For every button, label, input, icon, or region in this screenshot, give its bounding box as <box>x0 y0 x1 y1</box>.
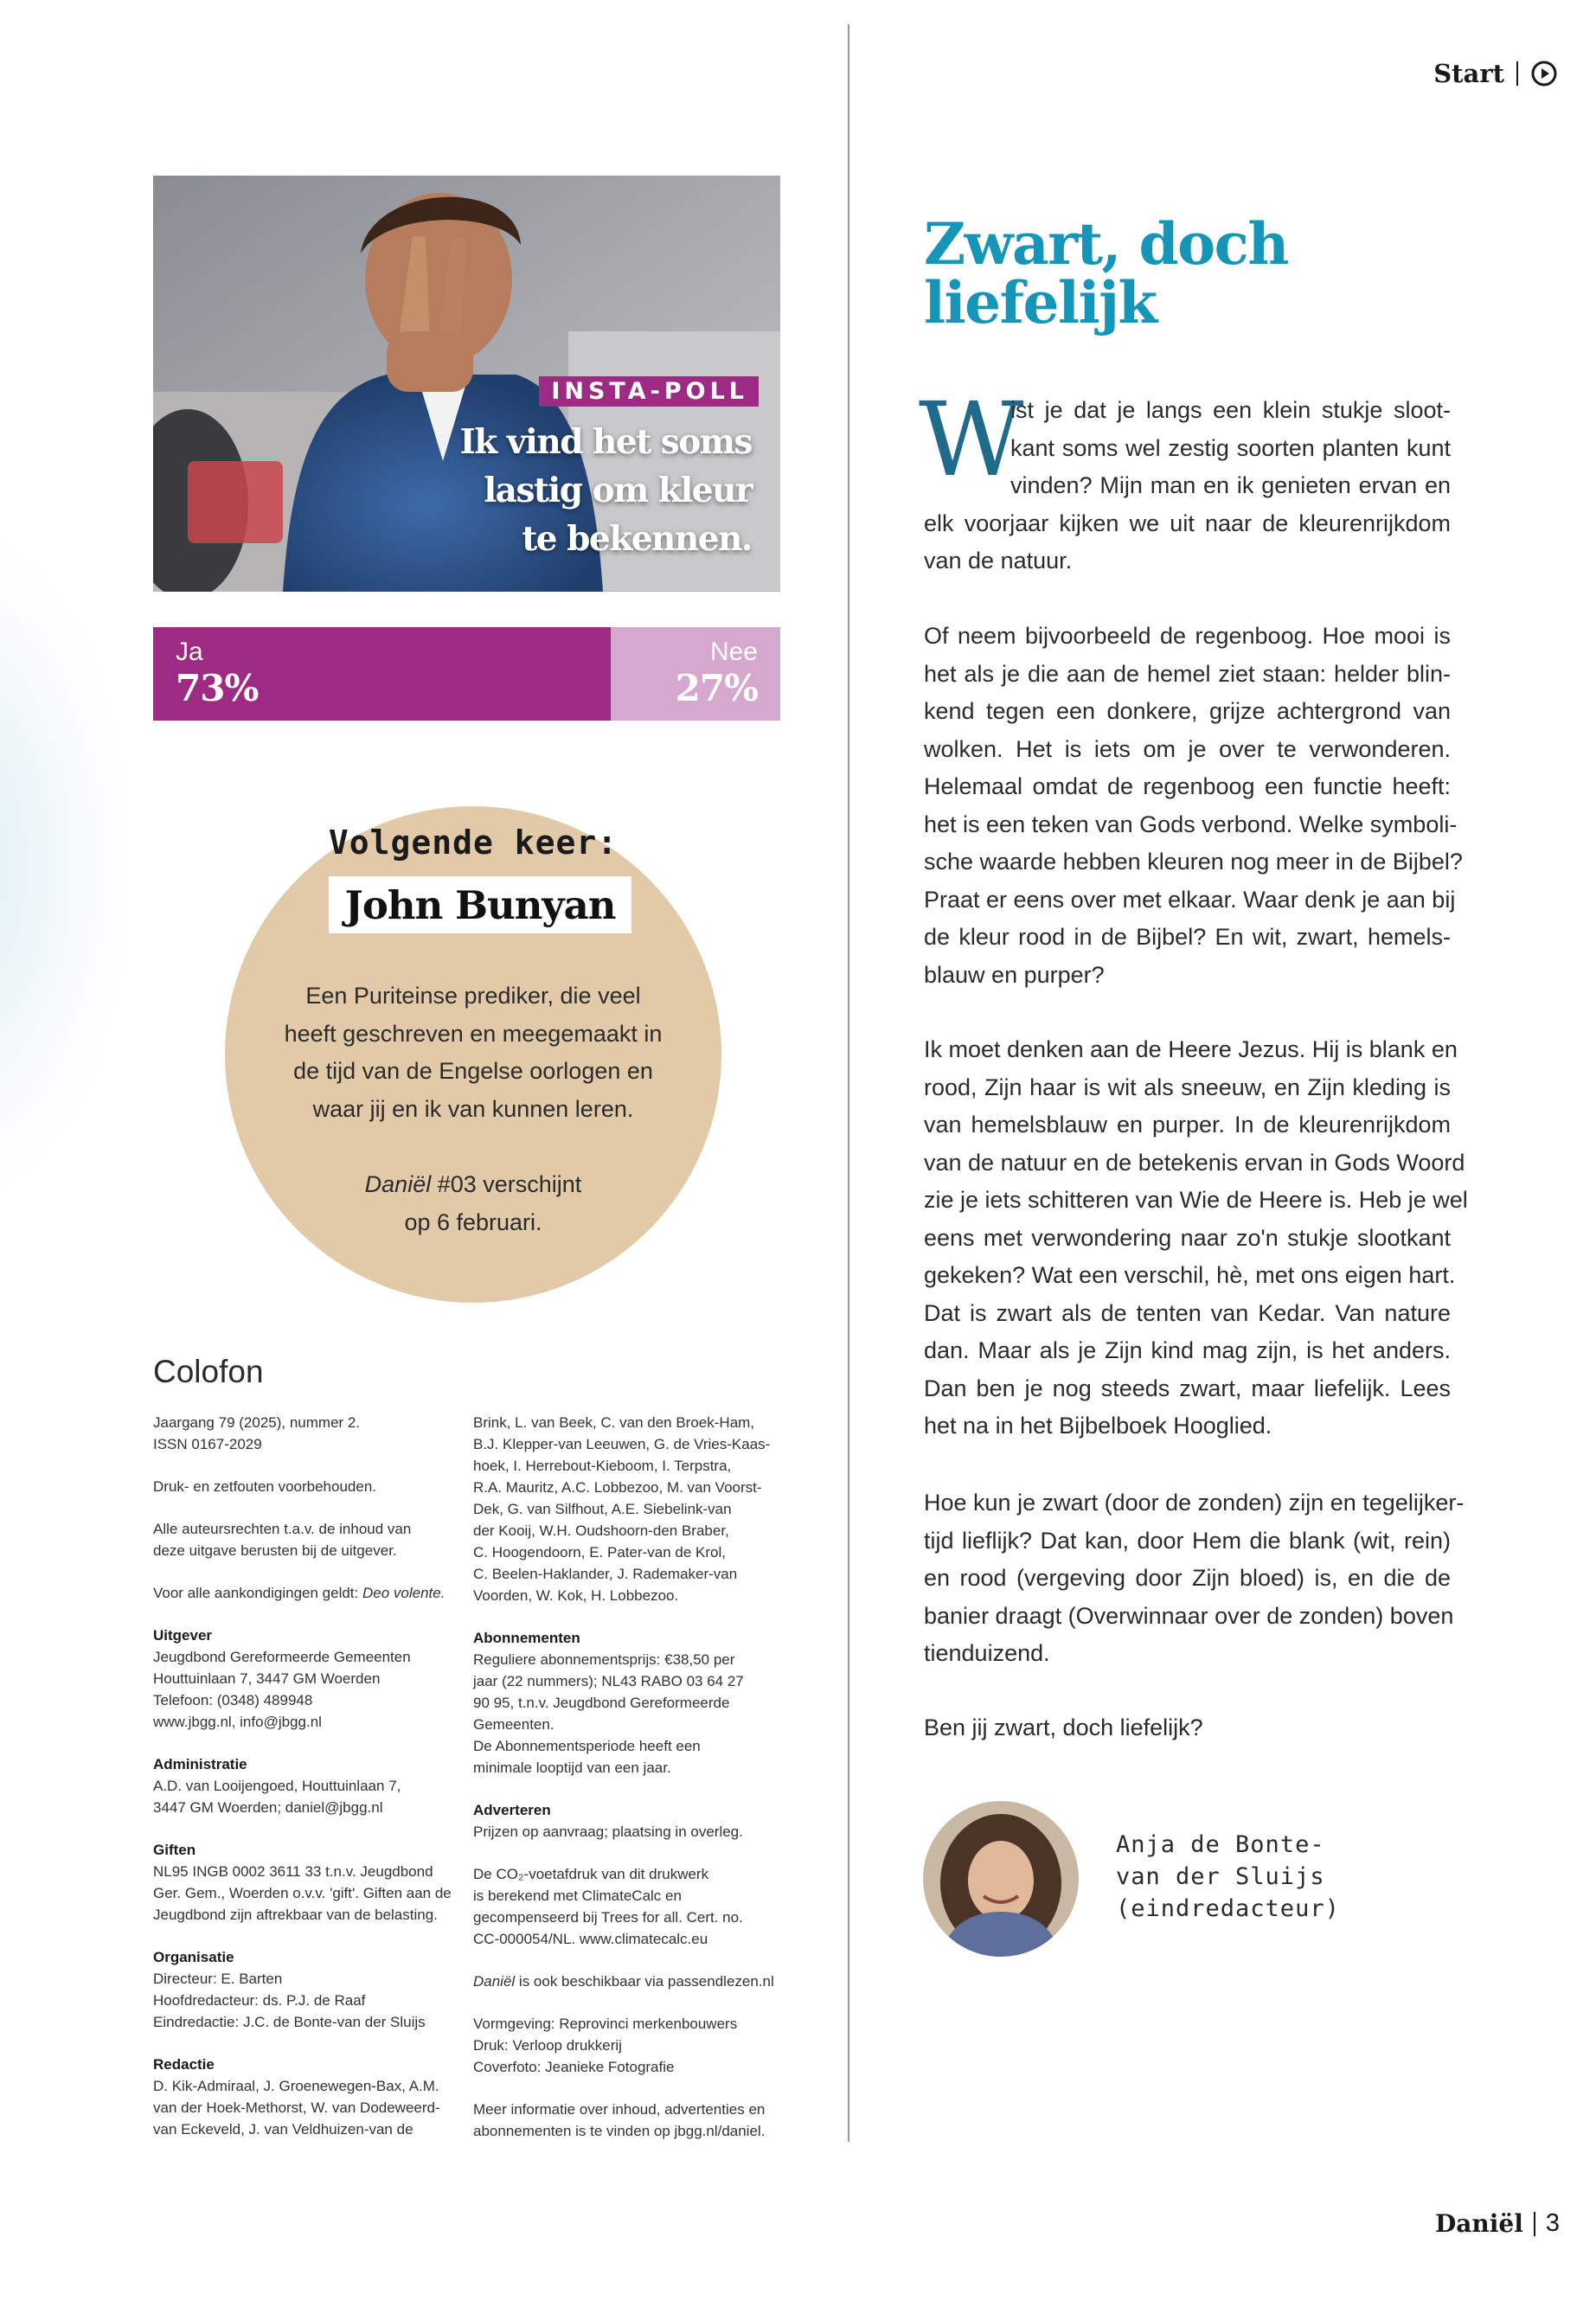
article-line: wolken. Het is iets om je over te verwonderen. <box>924 735 1451 762</box>
colofon-block <box>153 1839 460 1926</box>
article-line: rood, Zijn haar is wit als sneeuw, en Zijn kleding is <box>924 1074 1451 1100</box>
colofon-text: Directeur: E. Barten <box>153 1971 283 1987</box>
colofon-block <box>153 1412 460 1455</box>
colofon-line <box>153 2097 460 2118</box>
poll-no-segment <box>611 627 780 721</box>
next-issue-name: John Bunyan <box>344 881 616 928</box>
article-title <box>924 210 1460 336</box>
column-divider <box>848 24 849 2142</box>
colofon-text: De Abonnementsperiode heeft een <box>473 1738 701 1754</box>
colofon-block <box>153 1582 460 1604</box>
article-line: zie je iets schitteren van Wie de Heere is. Heb je wel <box>924 1187 1468 1213</box>
colofon-line <box>473 1885 780 1907</box>
article-line: dan. Maar als je Zijn kind mag zijn, is het anders. <box>924 1337 1451 1363</box>
colofon-text: Telefoon: (0348) 489948 <box>153 1692 313 1708</box>
article-line: het als je die aan de hemel ziet staan: helder blin- <box>924 660 1451 687</box>
play-circle-icon[interactable] <box>1530 60 1558 87</box>
date-line: op 6 februari. <box>404 1208 542 1235</box>
description-line: de tijd van de Engelse oorlogen en <box>293 1058 653 1084</box>
colofon-text: deze uitgave berusten bij de uitgever. <box>153 1542 397 1559</box>
colofon-line <box>153 1775 460 1797</box>
colofon-text: Brink, L. van Beek, C. van den Broek-Ham, <box>473 1414 755 1431</box>
colofon-text: B.J. Klepper-van Leeuwen, G. de Vries-Kaas- <box>473 1436 771 1452</box>
colofon-text: R.A. Mauritz, A.C. Lobbezoo, M. van Voorst- <box>473 1479 762 1496</box>
colofon-block <box>473 2013 780 2078</box>
colofon-heading: Administratie <box>153 1756 247 1772</box>
poll-no-percentage: 27% <box>675 667 758 709</box>
article-title-line: liefelijk <box>924 269 1157 336</box>
poll-no-label: Nee <box>709 638 758 666</box>
magazine-title: Daniël <box>1434 2209 1523 2238</box>
description-line: Een Puriteinse prediker, die veel <box>305 983 641 1009</box>
colofon-text: Voor alle aankondigingen geldt: <box>153 1585 362 1601</box>
description-line: heeft geschreven en meegemaakt in <box>284 1020 663 1047</box>
colofon-italic: Deo volente. <box>362 1585 445 1601</box>
author-name <box>1116 1829 1340 1925</box>
colofon-text: der Kooij, W.H. Oudshoorn-den Braber, <box>473 1522 729 1539</box>
colofon-text: Prijzen op aanvraag; plaatsing in overleg. <box>473 1823 743 1840</box>
colofon-line <box>153 1990 460 2011</box>
article-line: kend tegen een donkere, grijze achtergrond van <box>924 698 1451 724</box>
colofon-text: Meer informatie over inhoud, advertenties en <box>473 2101 766 2118</box>
colofon-text: Houttuinlaan 7, 3447 GM Woerden <box>153 1670 381 1687</box>
colofon-text: 3447 GM Woerden; daniel@jbgg.nl <box>153 1799 383 1816</box>
colofon-italic: Daniël <box>473 1973 516 1990</box>
colofon-line <box>473 1477 780 1498</box>
colofon-heading: Adverteren <box>473 1802 551 1818</box>
article-line: Dat is zwart als de tenten van Kedar. Van nature <box>924 1299 1451 1326</box>
colofon-block <box>153 1946 460 2033</box>
colofon-line <box>473 1541 780 1563</box>
colofon-text: hoek, I. Herrebout-Kieboom, I. Terpstra, <box>473 1458 732 1474</box>
article-paragraph <box>924 1709 1451 1747</box>
article-line: gekeken? Wat een verschil, hè, met ons eigen hart. <box>924 1262 1456 1288</box>
article-paragraph <box>924 1031 1468 1445</box>
colofon-text: Jeugdbond zijn aftrekbaar van de belasting. <box>153 1907 438 1923</box>
colofon-line <box>153 2075 460 2097</box>
colofon-text: van Eckeveld, J. van Veldhuizen-van de <box>153 2121 413 2138</box>
colofon-block <box>473 1799 780 1843</box>
colofon-line <box>153 1861 460 1882</box>
colofon-block <box>153 2054 460 2140</box>
colofon-block <box>473 1863 780 1950</box>
colofon-text: jaar (22 nummers); NL43 RABO 03 64 27 <box>473 1673 744 1689</box>
page-number: 3 <box>1545 2209 1560 2237</box>
colofon-text: Reguliere abonnementsprijs: €38,50 per <box>473 1651 735 1668</box>
article-line: elk voorjaar kijken we uit naar de kleurenrijkdom <box>924 510 1451 536</box>
colofon-text: Eindredactie: J.C. de Bonte-van der Sluijs <box>153 2014 426 2030</box>
article-paragraph <box>924 1484 1465 1673</box>
colofon-line <box>153 1968 460 1990</box>
colofon-text: gecompenseerd bij Trees for all. Cert. no. <box>473 1909 743 1926</box>
colofon-text: CC-000054/NL. www.climatecalc.eu <box>473 1931 708 1947</box>
article-line: Of neem bijvoorbeeld de regenboog. Hoe mooi is <box>924 623 1451 649</box>
colofon-line <box>473 1821 780 1843</box>
colofon-line <box>473 1863 780 1885</box>
author-portrait <box>923 1801 1079 1957</box>
article-paragraph <box>924 618 1463 994</box>
colofon-heading: Redactie <box>153 2056 215 2073</box>
colofon-right-column <box>473 1412 780 2163</box>
colofon-left-column <box>153 1412 460 2161</box>
colofon-line <box>153 1582 460 1604</box>
colofon-text: Hoofdredacteur: ds. P.J. de Raaf <box>153 1992 366 2009</box>
date-line-rest: #03 verschijnt <box>431 1171 582 1197</box>
article-line: eens met verwondering naar zo'n stukje slootkant <box>924 1224 1451 1251</box>
colofon-block <box>473 1412 780 1606</box>
colofon-line <box>153 1518 460 1540</box>
colofon-line <box>473 2056 780 2078</box>
colofon-text: Vormgeving: Reprovinci merkenbouwers <box>473 2016 738 2032</box>
colofon-text: D. Kik-Admiraal, J. Groenewegen-Bax, A.M. <box>153 2078 439 2094</box>
colofon-text: van der Hoek-Methorst, W. van Dodeweerd- <box>153 2099 440 2116</box>
colofon-text: Alle auteursrechten t.a.v. de inhoud van <box>153 1521 412 1537</box>
colofon-text: Dek, G. van Silfhout, A.E. Siebelink-van <box>473 1501 732 1517</box>
article-line: het is een teken van Gods verbond. Welke symboli- <box>924 811 1458 837</box>
colofon-text: C. Hoogendoorn, E. Pater-van de Krol, <box>473 1544 726 1561</box>
poll-result-bar <box>153 627 780 721</box>
next-issue-name-box <box>329 876 631 933</box>
colofon-line <box>473 1455 780 1477</box>
colofon-text: NL95 INGB 0002 3611 33 t.n.v. Jeugdbond <box>153 1863 433 1880</box>
poll-question-line: lastig om kleur <box>484 471 752 510</box>
colofon-line <box>473 2099 780 2120</box>
poll-question <box>388 418 752 563</box>
article-line: Dan ben je nog steeds zwart, maar liefelijk. Lees <box>924 1375 1451 1401</box>
description-line: waar jij en ik van kunnen leren. <box>312 1095 634 1122</box>
colofon-line <box>153 1904 460 1926</box>
colofon-line <box>153 1711 460 1733</box>
article-paragraph <box>924 392 1451 580</box>
colofon-line <box>473 1692 780 1714</box>
article-line: en rood (vergeving door Zijn bloed) is, en die de <box>924 1565 1451 1591</box>
colofon-line <box>153 2011 460 2033</box>
colofon-line <box>153 1797 460 1818</box>
start-nav[interactable] <box>1433 59 1558 88</box>
colofon-line <box>473 1714 780 1735</box>
date-line <box>285 1166 661 1204</box>
article-line: tienduizend. <box>924 1640 1050 1666</box>
colofon-block <box>473 1971 780 1992</box>
next-issue-description <box>268 977 678 1128</box>
start-label: Start <box>1433 59 1504 88</box>
colofon-block <box>473 2099 780 2142</box>
colofon-line <box>153 1433 460 1455</box>
colofon-text: ISSN 0167-2029 <box>153 1436 262 1452</box>
colofon-line <box>473 1735 780 1757</box>
colofon-line <box>153 1540 460 1561</box>
colofon-text: www.jbgg.nl, info@jbgg.nl <box>153 1714 322 1730</box>
colofon-text: Druk: Verloop drukkerij <box>473 2037 622 2054</box>
colofon-block <box>153 1476 460 1497</box>
author-photo <box>923 1801 1079 1957</box>
colofon-heading: Abonnementen <box>473 1630 580 1646</box>
colofon-line <box>473 2013 780 2035</box>
article-line: Hoe kun je zwart (door de zonden) zijn en tegelijker- <box>924 1490 1465 1516</box>
colofon-line <box>473 2035 780 2056</box>
colofon-line <box>473 1907 780 1928</box>
article-line: ist je dat je langs een klein stukje sloot- <box>1010 397 1451 423</box>
colofon-heading: Uitgever <box>153 1627 213 1644</box>
colofon-line <box>153 1476 460 1497</box>
poll-yes-percentage: 73% <box>176 667 259 709</box>
article-line: banier draagt (Overwinnaar over de zonden) boven <box>924 1602 1454 1629</box>
colofon-line <box>153 1689 460 1711</box>
colofon-text: A.D. van Looijengoed, Houttuinlaan 7, <box>153 1778 401 1794</box>
colofon-line <box>153 2118 460 2140</box>
author-name-line: (eindredacteur) <box>1116 1895 1340 1922</box>
article-line: van hemelsblauw en purper. In de kleurenrijkdom <box>924 1112 1451 1138</box>
colofon-block <box>153 1625 460 1733</box>
colofon-heading: Organisatie <box>153 1949 234 1965</box>
colofon-text: Voorden, W. Kok, H. Lobbezoo. <box>473 1587 679 1604</box>
colofon-heading: Giften <box>153 1842 196 1858</box>
colofon-line <box>473 1563 780 1585</box>
colofon-title: Colofon <box>153 1354 264 1389</box>
watercolor-wash <box>0 536 121 1194</box>
colofon-line <box>473 1433 780 1455</box>
article-line: Helemaal omdat de regenboog een functie heeft: <box>924 773 1451 799</box>
colofon-line <box>153 1668 460 1689</box>
colofon-text: is ook beschikbaar via passendlezen.nl <box>515 1973 774 1990</box>
colofon-text: Druk- en zetfouten voorbehouden. <box>153 1478 377 1495</box>
colofon-text: Gemeenten. <box>473 1716 554 1733</box>
colofon-line <box>473 1757 780 1779</box>
colofon-line <box>473 1520 780 1541</box>
footer-separator <box>1534 2212 1535 2236</box>
colofon-text: De CO₂-voetafdruk van dit drukwerk <box>473 1866 709 1882</box>
colofon-line <box>473 2120 780 2142</box>
next-issue-date <box>285 1166 661 1241</box>
nav-separator <box>1516 61 1518 86</box>
magazine-name-italic: Daniël <box>364 1171 432 1197</box>
author-name-line: Anja de Bonte- <box>1116 1831 1325 1858</box>
article-line: van de natuur. <box>924 548 1073 574</box>
colofon-text: abonnementen is te vinden op jbgg.nl/daniel. <box>473 2123 766 2139</box>
insta-poll-tag: INSTA-POLL <box>539 376 759 407</box>
poll-yes-label: Ja <box>176 638 203 666</box>
article-line: sche waarde hebben kleuren nog meer in de Bijbel? <box>924 849 1463 875</box>
article-line: Praat er eens over met elkaar. Waar denk je aan bij <box>924 886 1456 913</box>
colofon-line <box>473 1412 780 1433</box>
page-footer <box>1435 2209 1560 2238</box>
colofon-block <box>153 1753 460 1818</box>
colofon-line <box>473 1649 780 1670</box>
colofon-line <box>473 1498 780 1520</box>
colofon-line <box>153 1882 460 1904</box>
article-line: vinden? Mijn man en ik genieten ervan en <box>1010 472 1451 498</box>
article-line: de kleur rood in de Bijbel? En wit, zwart, hemels- <box>924 924 1451 950</box>
colofon-text: Jeugdbond Gereformeerde Gemeenten <box>153 1649 411 1665</box>
article-line: blauw en purper? <box>924 961 1105 988</box>
poll-photo <box>153 176 780 592</box>
colofon-line <box>153 1646 460 1668</box>
article-title-line: Zwart, doch <box>924 210 1288 278</box>
colofon-text: 90 95, t.n.v. Jeugdbond Gereformeerde <box>473 1695 730 1711</box>
colofon-text: Jaargang 79 (2025), nummer 2. <box>153 1414 361 1431</box>
colofon-block <box>473 1627 780 1779</box>
article-line: tijd lieflijk? Dat kan, door Hem die blank (wit, rein) <box>924 1527 1451 1554</box>
author-name-line: van der Sluijs <box>1116 1863 1325 1890</box>
colofon-text: Ger. Gem., Woerden o.v.v. 'gift'. Giften aan de <box>153 1885 452 1901</box>
poll-question-line: Ik vind het soms <box>459 422 752 462</box>
colofon-text: C. Beelen-Haklander, J. Rademaker-van <box>473 1566 738 1582</box>
colofon-line <box>473 1585 780 1606</box>
article-line: kant soms wel zestig soorten planten kunt <box>1010 434 1451 461</box>
poll-question-line: te bekennen. <box>522 519 752 559</box>
colofon-block <box>153 1518 460 1561</box>
colofon-line <box>473 1670 780 1692</box>
drop-cap: W <box>919 380 1024 499</box>
colofon-line <box>153 1412 460 1433</box>
colofon-line <box>473 1928 780 1950</box>
article-line: van de natuur en de betekenis ervan in Gods Woord <box>924 1149 1465 1176</box>
colofon-text: Coverfoto: Jeanieke Fotografie <box>473 2059 675 2075</box>
colofon-line <box>473 1971 780 1992</box>
colofon-text: minimale looptijd van een jaar. <box>473 1759 671 1776</box>
article-line: Ben jij zwart, doch liefelijk? <box>924 1715 1203 1740</box>
colofon-text: is berekend met ClimateCalc en <box>473 1888 682 1904</box>
article-line: het na in het Bijbelboek Hooglied. <box>924 1413 1272 1439</box>
article-line: Ik moet denken aan de Heere Jezus. Hij is blank en <box>924 1036 1458 1062</box>
next-issue-heading: Volgende keer: <box>328 824 619 862</box>
poll-yes-segment <box>153 627 611 721</box>
